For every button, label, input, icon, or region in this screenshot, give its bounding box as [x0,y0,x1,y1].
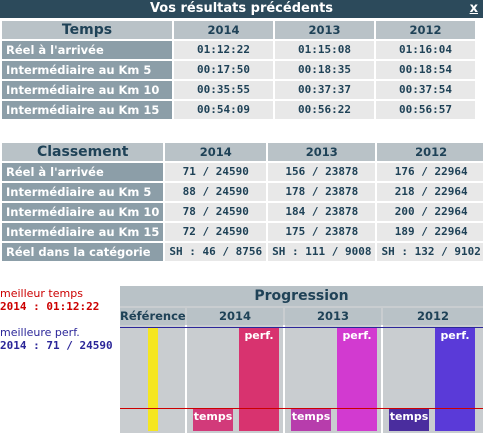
rank-cell: SH : 46 / 8756 [165,243,266,261]
year-column-header: 2013 [285,308,381,325]
time-cell: 01:15:08 [275,41,374,59]
perf-bar-label: perf. [342,329,372,342]
temps-header: Temps [2,21,172,39]
window-title-bar [0,0,483,18]
temps-table [0,19,477,121]
temps-year-header: 2014 [174,21,273,39]
perf-bar-label: perf. [440,329,470,342]
table-row [2,243,483,261]
rank-cell: SH : 132 / 9102 [377,243,483,261]
rank-cell: 71 / 24590 [165,163,266,181]
perf-bar-label: perf. [244,329,274,342]
temps-bar [291,408,331,431]
time-cell: 01:12:22 [174,41,273,59]
classement-year-header: 2013 [268,143,375,161]
perf-bar [435,327,475,431]
row-label: Intermédiaire au Km 5 [2,61,172,79]
rank-cell: 78 / 24590 [165,203,266,221]
row-label: Réel à l'arrivée [2,163,163,181]
reference-column-header: Référence [120,309,186,323]
row-label: Réel dans la catégorie [2,243,163,261]
table-row [2,101,475,119]
row-label: Réel à l'arrivée [2,41,172,59]
year-column-header: 2014 [187,308,283,325]
rank-cell: 88 / 24590 [165,183,266,201]
column-divider [185,325,187,433]
row-label: Intermédiaire au Km 5 [2,183,163,201]
temps-year-header: 2013 [275,21,374,39]
best-time-line [120,408,483,409]
classement-year-header: 2014 [165,143,266,161]
time-cell: 00:54:09 [174,101,273,119]
temps-bar-label: temps [389,410,429,423]
column-divider [283,325,285,433]
time-cell: 00:37:54 [376,81,475,99]
best-time-label: meilleur temps [0,287,83,300]
table-row [2,81,475,99]
rank-cell: 178 / 23878 [268,183,375,201]
row-label: Intermédiaire au Km 10 [2,81,172,99]
time-cell: 00:17:50 [174,61,273,79]
column-divider [381,325,383,433]
temps-bar [389,408,429,431]
table-row [2,223,483,241]
perf-bar [337,327,377,431]
rank-cell: 189 / 22964 [377,223,483,241]
rank-cell: 72 / 24590 [165,223,266,241]
rank-cell: 175 / 23878 [268,223,375,241]
rank-cell: 176 / 22964 [377,163,483,181]
rank-cell: 156 / 23878 [268,163,375,181]
close-button[interactable]: x [469,1,478,16]
time-cell: 00:18:35 [275,61,374,79]
time-cell: 00:37:37 [275,81,374,99]
classement-table [0,141,483,263]
row-label: Intermédiaire au Km 10 [2,203,163,221]
temps-bar [193,408,233,431]
temps-year-header: 2012 [376,21,475,39]
table-row [2,61,475,79]
time-cell: 00:35:55 [174,81,273,99]
progression-title: Progression [120,286,483,306]
temps-bar-label: temps [291,410,331,423]
best-time-summary [0,287,99,313]
best-perf-value: 2014 : 71 / 24590 [0,339,113,352]
rank-cell: 218 / 22964 [377,183,483,201]
table-row [2,183,483,201]
classement-year-header: 2012 [377,143,483,161]
time-cell: 00:56:22 [275,101,374,119]
time-cell: 00:18:54 [376,61,475,79]
year-column-header: 2012 [383,308,483,325]
window-title: Vos résultats précédents [149,1,334,16]
time-cell: 01:16:04 [376,41,475,59]
best-perf-line [120,327,483,328]
row-label: Intermédiaire au Km 15 [2,223,163,241]
rank-cell: SH : 111 / 9008 [268,243,375,261]
table-row [2,41,475,59]
best-time-value: 2014 : 01:12:22 [0,300,100,313]
rank-cell: 184 / 23878 [268,203,375,221]
time-cell: 00:56:57 [376,101,475,119]
row-label: Intermédiaire au Km 15 [2,101,172,119]
best-perf-summary [0,326,113,352]
table-row [2,163,483,181]
temps-bar-label: temps [193,410,233,423]
best-perf-label: meilleure perf. [0,326,80,339]
perf-bar [239,327,279,431]
progression-chart [120,286,483,433]
reference-bar [148,327,158,431]
table-row [2,203,483,221]
rank-cell: 200 / 22964 [377,203,483,221]
classement-header: Classement [2,143,163,161]
